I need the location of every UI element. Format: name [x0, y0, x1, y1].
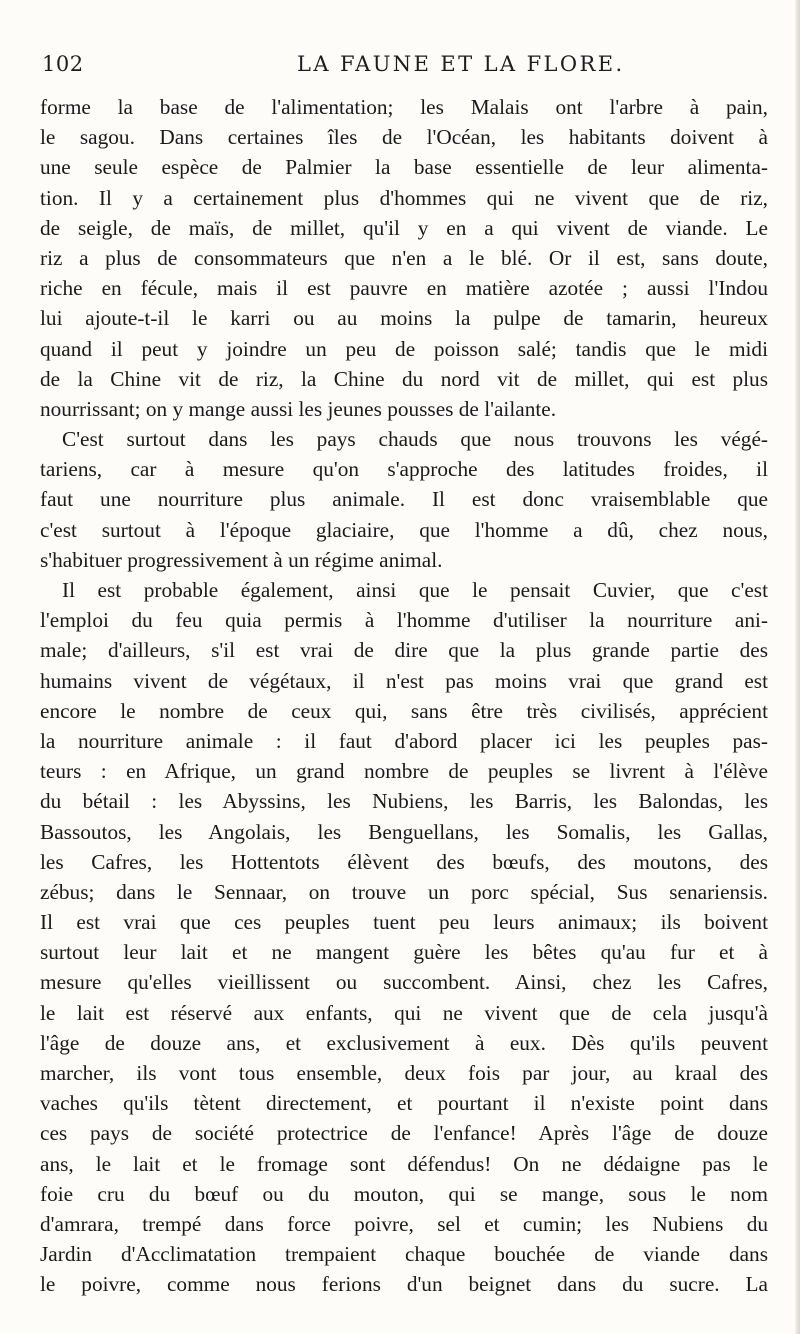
text-line: zébus; dans le Sennaar, on trouve un porc spécial, Sus senariensis.: [40, 879, 768, 904]
text-line: tariens, car à mesure qu'on s'approche des latitudes froides, il: [40, 457, 768, 482]
text-line: s'habituer progressivement à un régime animal.: [40, 547, 443, 572]
text-line: ans, le lait et le fromage sont défendus! On ne dédaigne pas le: [40, 1151, 768, 1176]
text-line: ces pays de société protectrice de l'enfance! Après l'âge de douze: [40, 1121, 768, 1146]
text-line: faut une nourriture plus animale. Il est donc vraisemblable que: [40, 487, 768, 512]
text-line: riche en fécule, mais il est pauvre en matière azotée ; aussi l'Indou: [40, 276, 768, 301]
text-line: d'amrara, trempé dans force poivre, sel et cumin; les Nubiens du: [40, 1211, 768, 1236]
text-line: la nourriture animale : il faut d'abord placer ici les peuples pas-: [40, 728, 768, 753]
text-line: marcher, ils vont tous ensemble, deux fois par jour, au kraal des: [40, 1061, 768, 1085]
text-line: lui ajoute-t-il le karri ou au moins la pulpe de tamarin, heureux: [40, 306, 768, 331]
text-line: riz a plus de consommateurs que n'en a le blé. Or il est, sans doute,: [40, 245, 768, 270]
page-number: 102: [42, 52, 84, 76]
text-line: le poivre, comme nous ferions d'un beignet dans du sucre. La: [40, 1272, 768, 1297]
text-line: Jardin d'Acclimatation trempaient chaque bouchée de viande dans: [40, 1242, 768, 1267]
text-line: Bassoutos, les Angolais, les Benguellans, les Somalis, les Gallas,: [40, 819, 768, 844]
text-line: du bétail : les Abyssins, les Nubiens, les Barris, les Balondas, les: [40, 789, 768, 814]
text-line: de seigle, de maïs, de millet, qu'il y en a qui vivent de viande. Le: [40, 215, 768, 240]
text-line: forme la base de l'alimentation; les Malais ont l'arbre à pain,: [40, 95, 768, 119]
text-line: male; d'ailleurs, s'il est vrai de dire que la plus grande partie des: [40, 638, 768, 663]
text-line: surtout leur lait et ne mangent guère les bêtes qu'au fur et à: [40, 940, 768, 965]
text-line: Il est vrai que ces peuples tuent peu leurs animaux; ils boivent: [40, 910, 768, 935]
text-line: foie cru du bœuf ou du mouton, qui se mange, sous le nom: [40, 1181, 768, 1206]
text-line: C'est surtout dans les pays chauds que nous trouvons les végé-: [62, 427, 768, 452]
text-line: encore le nombre de ceux qui, sans être très civilisés, apprécient: [40, 698, 768, 723]
running-title: LA FAUNE ET LA FLORE.: [297, 52, 625, 76]
text-line: Il est probable également, ainsi que le pensait Cuvier, que c'est: [62, 578, 768, 602]
text-line: l'âge de douze ans, et exclusivement à eux. Dès qu'ils peuvent: [40, 1030, 768, 1055]
text-line: quand il peut y joindre un peu de poisson salé; tandis que le midi: [40, 336, 768, 361]
text-line: tion. Il y a certainement plus d'hommes qui ne vivent que de riz,: [40, 185, 768, 210]
text-line: nourrissant; on y mange aussi les jeunes pousses de l'ailante.: [40, 396, 557, 421]
text-line: teurs : en Afrique, un grand nombre de peuples se livrent à l'élève: [40, 759, 768, 784]
text-line: vaches qu'ils tètent directement, et pourtant il n'existe point dans: [40, 1091, 768, 1116]
text-line: le sagou. Dans certaines îles de l'Océan, les habitants doivent à: [40, 125, 768, 150]
text-line: les Cafres, les Hottentots élèvent des bœufs, des moutons, des: [40, 849, 768, 874]
text-line: l'emploi du feu quia permis à l'homme d'utiliser la nourriture ani-: [40, 608, 768, 633]
page-header: [42, 52, 752, 82]
body-text: [40, 92, 768, 1300]
text-line: c'est surtout à l'époque glaciaire, que l'homme a dû, chez nous,: [40, 517, 768, 542]
text-line: mesure qu'elles vieillissent ou succombent. Ainsi, chez les Cafres,: [40, 970, 768, 995]
text-line: de la Chine vit de riz, la Chine du nord vit de millet, qui est plus: [40, 366, 768, 391]
page-edge-shadow: [795, 0, 800, 1334]
text-line: une seule espèce de Palmier la base essentielle de leur alimenta-: [40, 155, 768, 180]
text-line: humains vivent de végétaux, il n'est pas moins vrai que grand est: [40, 668, 768, 693]
text-line: le lait est réservé aux enfants, qui ne vivent que de cela jusqu'à: [40, 1000, 768, 1025]
